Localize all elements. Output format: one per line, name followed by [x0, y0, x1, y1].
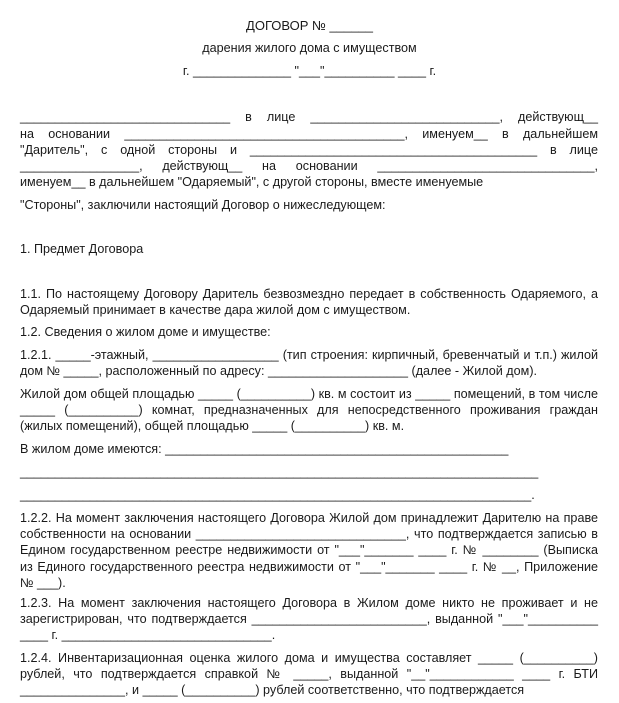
- document-subtitle: дарения жилого дома с имуществом: [202, 41, 417, 55]
- document-title: ДОГОВОР № ______: [246, 18, 373, 33]
- clause-1-2-2: 1.2.2. На момент заключения настоящего Договора Жилой дом принадлежит Дарителю на праве собственности на основании ______________________________, что подтверждается записью в Едином государственном реестре недвижимости от "___"_______ ____ г. № ________ (Выписка из Единого государственного реестра недвижимости от "___"_______ ____ г. № __, Приложение № ___).: [20, 511, 598, 590]
- clause-1-2: 1.2. Сведения о жилом доме и имуществе:: [20, 325, 271, 339]
- house-items-line-3: _________________________________________________________________________.: [20, 488, 535, 502]
- house-items-line-1: В жилом доме имеются: _________________________________________________: [20, 442, 509, 456]
- preamble-line-1: ______________________________ в лице ___________________________, действующ__: [20, 110, 598, 124]
- preamble-line-2: на основании ________________________________________, именуем__ в дальнейшем: [20, 127, 598, 141]
- house-area-paragraph: Жилой дом общей площадью _____ (__________) кв. м состоит из _____ помещений, в том числе _____ (__________) комнат, предназначенных для непосредственного проживания граждан (жилых помещений), общей площадью _____ (__________) кв. м.: [20, 387, 598, 434]
- clause-1-2-3: 1.2.3. На момент заключения настоящего Договора в Жилом доме никто не проживает и не зарегистрирован, что подтверждается _________________________, выданной "___"__________ ____ г. ______________________________.: [20, 596, 598, 643]
- clause-1-2-4: 1.2.4. Инвентаризационная оценка жилого дома и имущества составляет _____ (__________) рублей, что подтверждается справкой № _____, выданной "__"____________ ____ г. БТИ _______________, и _____ (__________) рублей соответственно, что подтверждается: [20, 651, 598, 698]
- preamble-line-5: именуем__ в дальнейшем "Одаряемый", с другой стороны, вместе именуемые: [20, 175, 484, 189]
- preamble-line-3: "Даритель", с одной стороны и _________________________________________ в лице: [20, 143, 598, 157]
- place-date-line: г. ______________ "___"__________ ____ г.: [182, 64, 437, 78]
- preamble-line-4: _________________, действующ__ на основании _______________________________,: [20, 159, 598, 173]
- section-heading: 1. Предмет Договора: [20, 242, 144, 256]
- clause-1-2-1: 1.2.1. _____-этажный, __________________ (тип строения: кирпичный, бревенчатый и т.п.) жилой дом № _____, расположенный по адресу: ____________________ (далее - Жилой дом).: [20, 348, 598, 379]
- house-items-line-2: __________________________________________________________________________: [20, 465, 539, 479]
- preamble-closing: "Стороны", заключили настоящий Договор о нижеследующем:: [20, 198, 386, 212]
- clause-1-1: 1.1. По настоящему Договору Даритель безвозмездно передает в собственность Одаряемого, а Одаряемый принимает в качестве дара жилой дом с имуществом.: [20, 287, 598, 318]
